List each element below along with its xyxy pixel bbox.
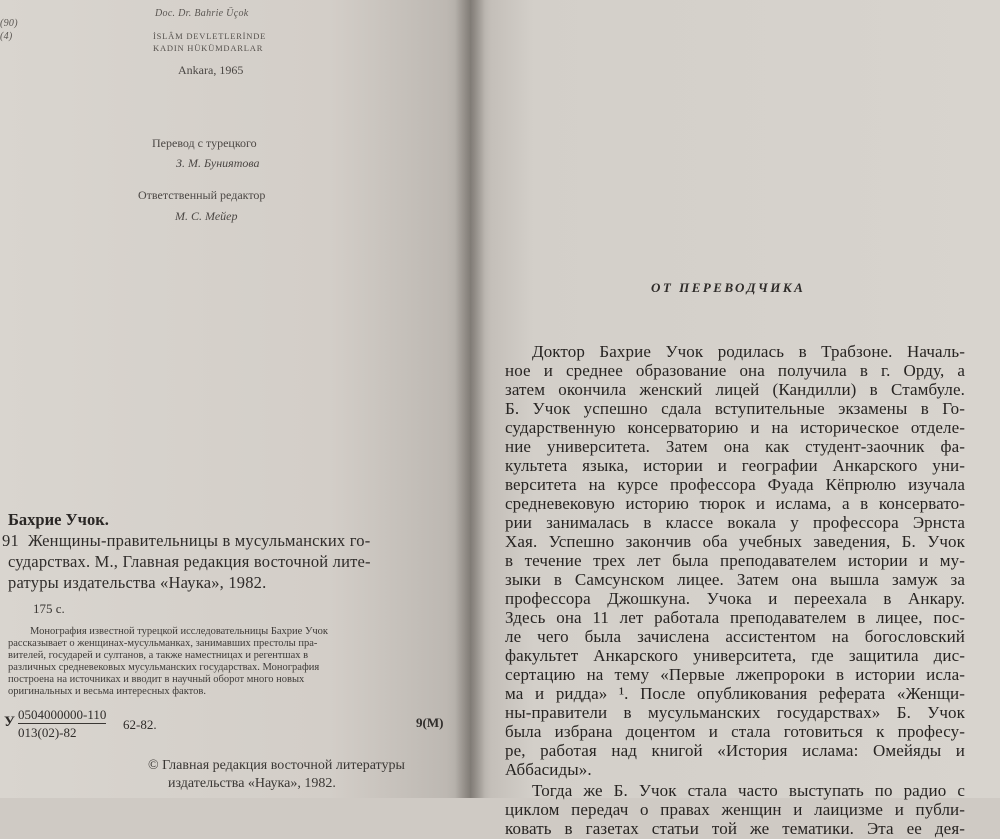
annotation-line-3: вителей, государей и султанов, а также наместницах и регентшах в <box>8 650 309 661</box>
body-line: зыки в Самсунском лицее. Затем она вышла замуж за <box>505 570 965 589</box>
body-line: ны-правители в мусульманских государствах» Б. Учок <box>505 703 965 722</box>
classification-numerator: 0504000000-110 <box>18 707 107 722</box>
classification-class: 9(М) <box>416 715 444 730</box>
original-title-line1: İSLÂM DEVLETLERİNDE <box>153 31 267 41</box>
body-line: Хая. Успешно закончив оба учебных заведения, Б. Учок <box>505 532 965 551</box>
body-line: Доктор Бахрие Учок родилась в Трабзоне. Началь- <box>532 342 965 361</box>
copyright-line-1: © Главная редакция восточной литературы <box>148 758 405 773</box>
classification-suffix: 62-82. <box>123 717 157 732</box>
biblio-author: Бахрие Учок. <box>8 510 109 529</box>
body-line: Аббасиды». <box>505 760 592 779</box>
body-line: ние университета. Затем она как студент-заочник фа- <box>505 437 965 456</box>
body-line: сертацию на тему «Первые лжепророки в истории исла- <box>505 665 965 684</box>
body-line: в течение трех лет была преподавателем истории и му- <box>505 551 965 570</box>
body-line: Тогда же Б. Учок стала часто выступать по радио с <box>532 781 965 800</box>
editor-name: М. С. Мейер <box>175 209 238 223</box>
translated-label: Перевод с турецкого <box>152 136 257 150</box>
body-line: сударственную консерваторию и на историческое отделе- <box>505 418 965 437</box>
biblio-line-3: ратуры издательства «Наука», 1982. <box>8 573 267 592</box>
biblio-line-2: сударствах. М., Главная редакция восточной лите- <box>8 552 371 571</box>
body-line: факультет Анкарского университета, где защитила дис- <box>505 646 965 665</box>
editor-label: Ответственный редактор <box>138 188 266 202</box>
body-line: ре, работая над книгой «История ислама: Омейяды и <box>505 741 965 760</box>
annotation-line-2: рассказывает о женщинах-мусульманках, занимавших престолы пра- <box>8 638 318 649</box>
body-line: рии занималась в классе вокала у профессора Эрнста <box>505 513 965 532</box>
body-line: верситета на курсе профессора Фуада Кёпрюлю изучала <box>505 475 965 494</box>
margin-number-bottom: (4) <box>0 31 13 42</box>
body-line: профессора Джошкуна. Учока и переехала в Анкару. <box>505 589 965 608</box>
annotation-line-5: построена на источниках и вводит в научный оборот много новых <box>8 674 305 685</box>
page-count: 175 с. <box>33 601 65 616</box>
original-author: Doc. Dr. Bahrie Üçok <box>155 8 249 19</box>
body-line: Б. Учок успешно сдала вступительные экзамены в Го- <box>505 399 965 418</box>
annotation-line-6: оригинальных и весьма интересных фактов. <box>8 686 206 697</box>
body-line: ле чего была зачислена ассистентом на богословский <box>505 627 965 646</box>
classification-denominator: 013(02)-82 <box>18 725 77 740</box>
annotation-line-1: Монография известной турецкой исследовательницы Бахрие Учок <box>30 626 329 637</box>
biblio-number: 91 <box>2 531 19 550</box>
body-line: Здесь она 11 лет работала преподавателем в лицее, пос- <box>505 608 965 627</box>
body-line: циклом передач о правах женщин и лаицизме и публи- <box>505 800 965 819</box>
body-line: средневековую историю тюрок и ислама, а в консервато- <box>505 494 965 513</box>
original-title-line2: KADIN HÜKÜMDARLAR <box>153 43 264 53</box>
body-line: была избрана доцентом и стала готовиться к професу- <box>505 722 965 741</box>
body-line: культета языка, истории и географии Анкарского уни- <box>505 456 965 475</box>
annotation-line-4: различных средневековых мусульманских государствах. Монография <box>8 662 320 673</box>
left-page <box>0 0 470 798</box>
body-line: ковать в газетах статьи той же тематики. Эта ее дея- <box>505 819 965 838</box>
body-line: ное и среднее образование она получила в г. Орду, а <box>505 361 965 380</box>
section-heading: ОТ ПЕРЕВОДЧИКА <box>651 280 806 295</box>
book-gutter <box>455 0 485 798</box>
body-line: затем окончила женский лицей (Кандилли) в Стамбуле. <box>505 380 965 399</box>
body-line: ма и ридда» ¹. После опубликования реферата «Женщи- <box>505 684 965 703</box>
original-place-year: Ankara, 1965 <box>178 63 244 77</box>
classification-letter: У <box>4 714 16 730</box>
right-page <box>470 0 1000 838</box>
copyright-line-2: издательства «Наука», 1982. <box>168 776 336 791</box>
biblio-line-1: Женщины-правительницы в мусульманских го- <box>28 531 371 550</box>
translator-name: З. М. Буниятова <box>176 156 260 170</box>
margin-number-top: (90) <box>0 18 18 29</box>
